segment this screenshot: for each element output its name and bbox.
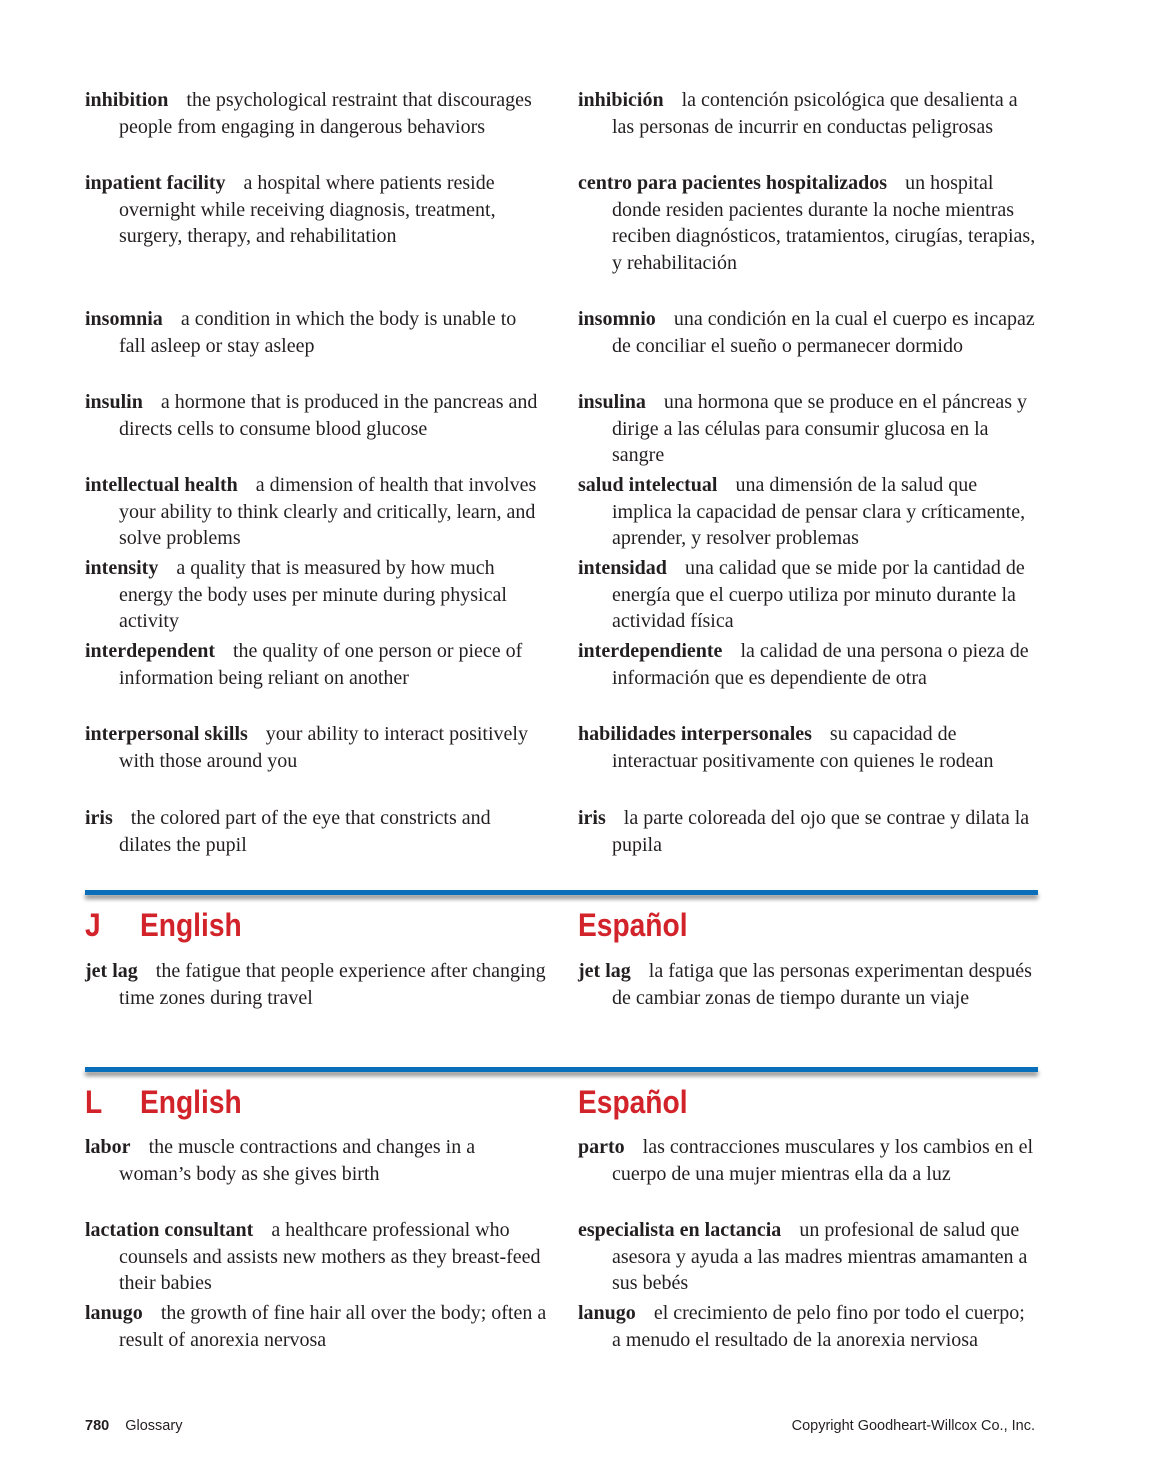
english-entry: [85, 721, 547, 774]
glossary-definition: la parte coloreada del ojo que se contrae y dilata la pupila: [612, 807, 1030, 856]
glossary-term: lanugo: [578, 1302, 636, 1324]
glossary-term: lanugo: [85, 1302, 143, 1324]
glossary-term: iris: [578, 807, 606, 829]
english-entry: [85, 1134, 547, 1187]
spanish-entry: [578, 638, 1038, 691]
spanish-entry: [578, 805, 1038, 858]
glossary-term: especialista en lactancia: [578, 1219, 782, 1241]
glossary-term: centro para pacientes hospitalizados: [578, 172, 888, 194]
english-entry: [85, 958, 547, 1011]
english-entry: [85, 555, 547, 635]
section-letter: L: [85, 1084, 103, 1120]
spanish-entry: [578, 306, 1038, 359]
english-entry: [85, 805, 547, 858]
spanish-entry: [578, 170, 1038, 276]
glossary-definition: the growth of fine hair all over the body; often a result of anorexia nervosa: [119, 1302, 547, 1351]
glossary-definition: a hormone that is produced in the pancreas and directs cells to consume blood glucose: [119, 391, 538, 440]
spanish-entry: [578, 1217, 1038, 1297]
glossary-term: salud intelectual: [578, 474, 718, 496]
english-entry: [85, 1300, 547, 1353]
glossary-term: insomnia: [85, 308, 163, 330]
glossary-definition: un hospital donde residen pacientes durante la noche mientras reciben diagnósticos, tratamientos, cirugías, terapias, y rehabilitación: [612, 172, 1036, 274]
glossary-definition: the muscle contractions and changes in a woman’s body as she gives birth: [119, 1136, 476, 1185]
spanish-entry: [578, 958, 1038, 1011]
glossary-term: intensity: [85, 557, 159, 579]
english-heading: English: [140, 907, 242, 943]
glossary-term: intellectual health: [85, 474, 238, 496]
glossary-term: jet lag: [578, 960, 631, 982]
section-letter: J: [85, 907, 101, 943]
copyright: Copyright Goodheart-Willcox Co., Inc.: [791, 1418, 1035, 1434]
glossary-definition: un profesional de salud que asesora y ayuda a las madres mientras amamanten a sus bebés: [612, 1219, 1028, 1294]
glossary-definition: la contención psicológica que desalienta a las personas de incurrir en conductas peligrosas: [612, 89, 1018, 138]
glossary-term: insulina: [578, 391, 646, 413]
english-entry: [85, 306, 547, 359]
glossary-term: inhibition: [85, 89, 169, 111]
glossary-definition: the fatigue that people experience after changing time zones during travel: [119, 960, 546, 1009]
spanish-entry: [578, 87, 1038, 140]
glossary-term: inpatient facility: [85, 172, 226, 194]
section-divider: [85, 890, 1038, 895]
glossary-term: parto: [578, 1136, 625, 1158]
glossary-definition: el crecimiento de pelo fino por todo el cuerpo; a menudo el resultado de la anorexia nerviosa: [612, 1302, 1025, 1351]
glossary-term: interpersonal skills: [85, 723, 248, 745]
english-entry: [85, 1217, 547, 1297]
glossary-definition: your ability to interact positively with those around you: [119, 723, 528, 772]
glossary-definition: una hormona que se produce en el páncreas y dirige a las células para consumir glucosa en la sangre: [612, 391, 1028, 466]
glossary-definition: the quality of one person or piece of information being reliant on another: [119, 640, 523, 689]
spanish-entry: [578, 1300, 1038, 1353]
glossary-definition: a healthcare professional who counsels and assists new mothers as they breast-feed their babies: [119, 1219, 541, 1294]
spanish-heading: Español: [578, 1084, 688, 1120]
glossary-term: lactation consultant: [85, 1219, 254, 1241]
glossary-definition: una condición en la cual el cuerpo es incapaz de conciliar el sueño o permanecer dormido: [612, 308, 1035, 357]
glossary-definition: una dimensión de la salud que implica la capacidad de pensar clara y críticamente, aprender, y resolver problemas: [612, 474, 1026, 549]
spanish-entry: [578, 555, 1038, 635]
glossary-term: inhibición: [578, 89, 664, 111]
glossary-definition: una calidad que se mide por la cantidad de energía que el cuerpo utiliza por minuto durante la actividad física: [612, 557, 1025, 632]
glossary-term: intensidad: [578, 557, 667, 579]
section-divider: [85, 1067, 1038, 1072]
glossary-definition: a quality that is measured by how much energy the body uses per minute during physical activity: [119, 557, 507, 632]
spanish-entry: [578, 472, 1038, 552]
glossary-term: interdependent: [85, 640, 215, 662]
glossary-term: habilidades interpersonales: [578, 723, 812, 745]
english-entry: [85, 389, 547, 442]
glossary-definition: las contracciones musculares y los cambios en el cuerpo de una mujer mientras ella da a luz: [612, 1136, 1034, 1185]
glossary-definition: la fatiga que las personas experimentan después de cambiar zonas de tiempo durante un viaje: [612, 960, 1032, 1009]
spanish-entry: [578, 721, 1038, 774]
spanish-heading: Español: [578, 907, 688, 943]
english-entry: [85, 87, 547, 140]
glossary-term: insulin: [85, 391, 143, 413]
glossary-term: iris: [85, 807, 113, 829]
footer-left: [85, 1418, 182, 1434]
glossary-term: insomnio: [578, 308, 656, 330]
spanish-entry: [578, 389, 1038, 469]
glossary-term: labor: [85, 1136, 131, 1158]
english-heading: English: [140, 1084, 242, 1120]
english-entry: [85, 170, 547, 250]
page-number: 780: [85, 1418, 110, 1434]
glossary-definition: a condition in which the body is unable to fall asleep or stay asleep: [119, 308, 517, 357]
glossary-definition: su capacidad de interactuar positivamente con quienes le rodean: [612, 723, 994, 772]
english-entry: [85, 472, 547, 552]
spanish-entry: [578, 1134, 1038, 1187]
glossary-definition: the psychological restraint that discourages people from engaging in dangerous behaviors: [119, 89, 532, 138]
glossary-term: interdependiente: [578, 640, 723, 662]
glossary-definition: a dimension of health that involves your ability to think clearly and critically, learn, and solve problems: [119, 474, 537, 549]
glossary-definition: the colored part of the eye that constricts and dilates the pupil: [119, 807, 491, 856]
english-entry: [85, 638, 547, 691]
glossary-definition: a hospital where patients reside overnight while receiving diagnosis, treatment, surgery, therapy, and rehabilitation: [119, 172, 496, 247]
footer-section: Glossary: [125, 1418, 183, 1434]
glossary-definition: la calidad de una persona o pieza de información que es dependiente de otra: [612, 640, 1029, 689]
glossary-term: jet lag: [85, 960, 138, 982]
